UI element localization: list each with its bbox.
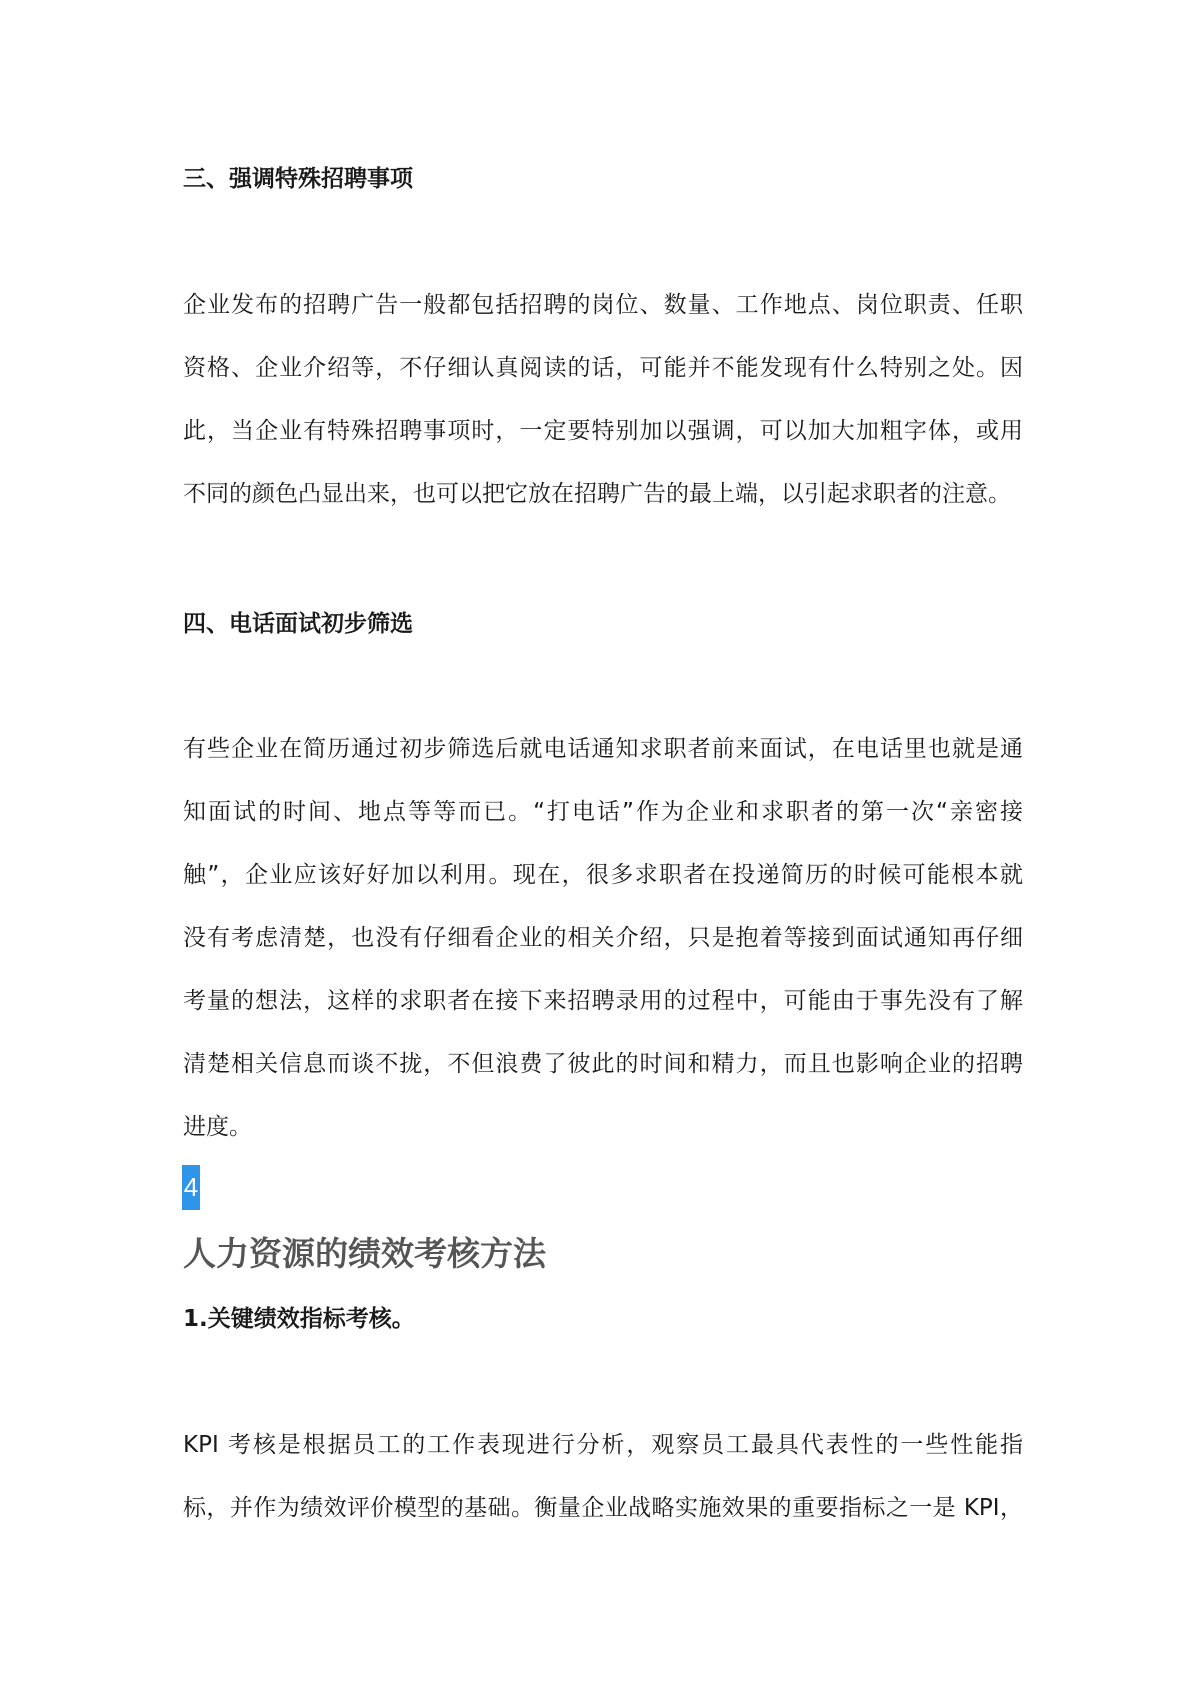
- part-number-badge: 4: [182, 1165, 200, 1210]
- paragraph-line: 触”，企业应该好好加以利用。现在，很多求职者在投递简历的时候可能根本就: [183, 862, 1023, 888]
- paragraph-line: 标，并作为绩效评价模型的基础。衡量企业战略实施效果的重要指标之一是 KPI，: [183, 1495, 1023, 1521]
- paragraph-line: 没有考虑清楚，也没有仔细看企业的相关介绍，只是抱着等接到面试通知再仔细: [183, 925, 1023, 951]
- section-heading-4: 四、电话面试初步筛选: [183, 611, 413, 637]
- part-title: 人力资源的绩效考核方法: [183, 1234, 546, 1273]
- paragraph-line: 此，当企业有特殊招聘事项时，一定要特别加以强调，可以加大加粗字体，或用: [183, 418, 1023, 444]
- paragraph-line: 资格、企业介绍等，不仔细认真阅读的话，可能并不能发现有什么特别之处。因: [183, 355, 1023, 381]
- paragraph-line: KPI 考核是根据员工的工作表现进行分析，观察员工最具代表性的一些性能指: [183, 1432, 1023, 1458]
- paragraph-line: 不同的颜色凸显出来，也可以把它放在招聘广告的最上端，以引起求职者的注意。: [183, 481, 1011, 507]
- paragraph-line: 知面试的时间、地点等等而已。“打电话”作为企业和求职者的第一次“亲密接: [183, 799, 1023, 825]
- paragraph-line: 清楚相关信息而谈不拢，不但浪费了彼此的时间和精力，而且也影响企业的招聘: [183, 1051, 1023, 1077]
- section-heading-3: 三、强调特殊招聘事项: [183, 166, 413, 192]
- subsection-heading: 1.关键绩效指标考核。: [183, 1306, 415, 1332]
- section-3-paragraph: [183, 274, 1023, 526]
- paragraph-line: 进度。: [183, 1114, 252, 1140]
- paragraph-line: 企业发布的招聘广告一般都包括招聘的岗位、数量、工作地点、岗位职责、任职: [183, 292, 1023, 318]
- paragraph-line: 考量的想法，这样的求职者在接下来招聘录用的过程中，可能由于事先没有了解: [183, 988, 1023, 1014]
- kpi-paragraph: [183, 1414, 1023, 1540]
- paragraph-line: 有些企业在简历通过初步筛选后就电话通知求职者前来面试，在电话里也就是通: [183, 736, 1023, 762]
- section-4-paragraph: [183, 718, 1023, 1159]
